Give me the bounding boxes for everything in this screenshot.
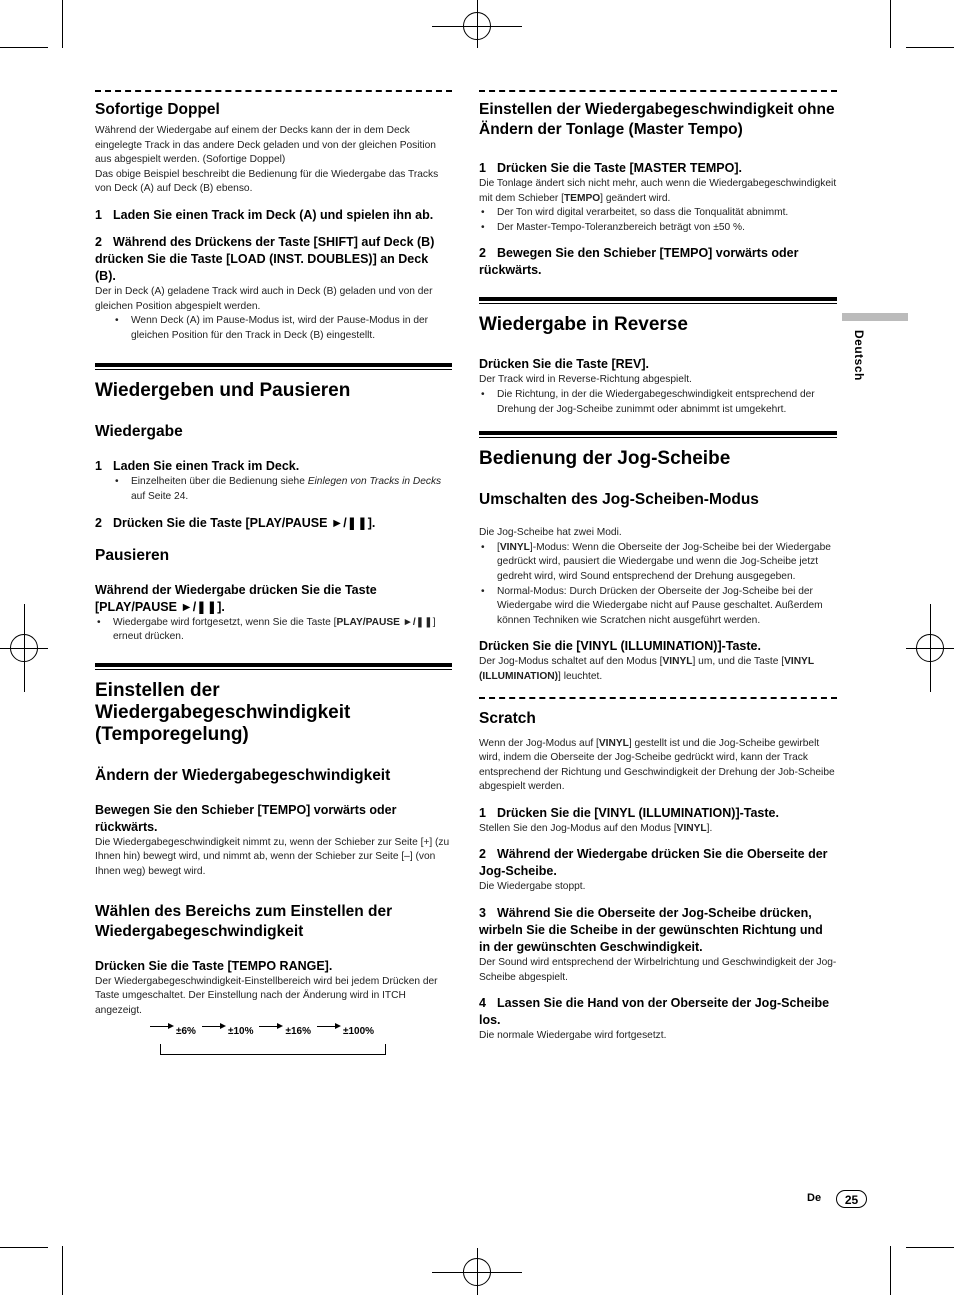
section-bar <box>95 663 452 670</box>
step-text: Drücken Sie die Taste [MASTER TEMPO]. <box>497 161 742 175</box>
section-title: Umschalten des Jog-Scheiben-Modus <box>479 491 759 509</box>
section-title: Wiedergabe <box>95 423 183 441</box>
step-number: 1 <box>479 161 486 175</box>
section-bar <box>479 431 837 438</box>
step: Während der Wiedergabe drücken Sie die Taste [PLAY/PAUSE ►/❚❚]. <box>95 582 377 614</box>
step-number: 1 <box>95 207 102 222</box>
section-title: Sofortige Doppel <box>95 101 220 118</box>
step <box>479 160 837 177</box>
section-bar <box>95 363 452 370</box>
step-number: 4 <box>479 996 486 1011</box>
body-text: Die Wiedergabegeschwindigkeit nimmt zu, wenn der Schieber zur Seite [+] (zu Ihnen hin) bewegt wird, und nimmt ab, wenn der Schieber zur Seite [–] (von Ihnen weg) bewegt wird. <box>95 836 450 877</box>
key-label: VINYL <box>662 656 693 668</box>
key-label: PLAY/PAUSE ►/❚❚ <box>336 616 433 628</box>
bullet-item: • Die Richtung, in der die Wiedergabegeschwindigkeit entsprechend der Drehung der Jog-Scheibe zunimmt oder abnimmt ist umgekehrt. <box>479 388 837 417</box>
key-label: TEMPO <box>563 192 601 204</box>
step <box>95 458 452 475</box>
bullet-list <box>95 314 452 343</box>
bullet-item: • Normal-Modus: Durch Drücken der Oberseite der Jog-Scheibe bei der Wiedergabe wird die Wiedergabe nicht auf Pause geschaltet. Außerdem können Techniken wie Scratchen nicht ausgeführt werden. <box>479 585 837 629</box>
left-column <box>95 90 452 1052</box>
step-number: 2 <box>95 234 102 249</box>
step-text: Während der Wiedergabe drücken Sie die Oberseite der Jog-Scheibe. <box>479 847 828 879</box>
bullet-item: • Der Master-Tempo-Toleranzbereich beträgt von ±50 %. <box>479 221 837 236</box>
range-value: ±10% <box>227 1026 254 1038</box>
registration-line <box>930 604 931 692</box>
key-label: VINYL <box>499 541 530 553</box>
page-number: 25 <box>836 1190 867 1208</box>
step-text: Laden Sie einen Track im Deck (A) und spielen ihn ab. <box>113 207 434 222</box>
step-text: Bewegen Sie den Schieber [TEMPO] vorwärts oder rückwärts. <box>479 246 799 278</box>
arrow-icon <box>202 1026 224 1027</box>
body-text: Der Sound wird entsprechend der Wirbelrichtung und Geschwindigkeit der Jog-Scheibe abgespielt. <box>479 957 837 983</box>
step-text: Laden Sie einen Track im Deck. <box>113 459 300 474</box>
registration-line <box>477 0 478 48</box>
step-text: Lassen Sie die Hand von der Oberseite der Jog-Scheibe los. <box>479 996 830 1028</box>
section-title: Pausieren <box>95 546 170 564</box>
step-number: 2 <box>95 515 102 530</box>
step-text: Drücken Sie die [VINYL (ILLUMINATION)]-Taste. <box>497 805 779 820</box>
arrow-icon <box>317 1026 339 1027</box>
body-text <box>479 177 837 206</box>
registration-line <box>477 1248 478 1295</box>
range-value: ±100% <box>342 1026 375 1038</box>
bullet-list <box>479 206 837 235</box>
step <box>479 245 837 279</box>
bullet-item <box>95 616 452 645</box>
body-text: Während der Wiedergabe auf einem der Decks kann der in dem Deck eingelegte Track in das andere Deck geladen und von der gleichen Position aus abgespielt werden. (Sofortige Doppel) <box>95 125 436 166</box>
bullet-list <box>479 388 837 417</box>
key-label: VINYL <box>676 822 707 834</box>
step <box>95 207 452 224</box>
step: Bewegen Sie den Schieber [TEMPO] vorwärts oder rückwärts. <box>95 802 397 834</box>
section-bar <box>479 297 837 304</box>
step-text: Während des Drückens der Taste [SHIFT] auf Deck (B) drücken Sie die Taste [LOAD (INST. DOUBLES)] an Deck (B). <box>95 234 435 283</box>
main-heading: Einstellen der Wiedergabegeschwindigkeit (Temporegelung) <box>95 679 351 745</box>
bullet-list <box>95 616 452 645</box>
text: Stellen Sie den Jog-Modus auf den Modus [ <box>479 822 677 834</box>
crop-mark <box>906 47 954 48</box>
body-text: Der Wiedergabegeschwindigkeit-Einstellbereich wird bei jedem Drücken der Taste umgeschaltet. Der Einstellung nach der Änderung wird in ITCH angezeigt. <box>95 975 438 1016</box>
text: [ <box>497 541 500 553</box>
bullet-text: Einzelheiten über die Bedienung siehe <box>131 476 308 488</box>
bullet-text: Wiedergabe wird fortgesetzt, wenn Sie die Taste [ <box>113 616 337 628</box>
body-text: Der in Deck (A) geladene Track wird auch in Deck (B) geladen und von der gleichen Position abgespielt werden. <box>95 285 433 312</box>
bullet-text: auf Seite 24. <box>131 490 189 502</box>
step <box>479 905 837 956</box>
cross-reference[interactable]: Einlegen von Tracks in Decks <box>307 476 442 488</box>
dotted-divider <box>479 697 837 699</box>
text: ] gestellt ist und die Jog-Scheibe gewirbelt wird, indem die Oberseite der Jog-Scheibe gedrückt wird, kann der Track entsprechend der Richtung und Geschwindigkeit der Drehung der Job-Scheibe abgespielt werden. <box>479 737 835 793</box>
section-title: Scratch <box>479 709 536 727</box>
section-title: Einstellen der Wiedergabegeschwindigkeit ohne Ändern der Tonlage (Master Tempo) <box>479 101 835 138</box>
crop-mark <box>62 0 63 48</box>
text: ]-Modus: Wenn die Oberseite der Jog-Scheibe bei der Wiedergabe gedrückt wird, pausiert die Wiedergabe und wenn die Jog-Scheibe jetzt gedreht wird, wird Sound entsprechend der Drehung ausgegeben. <box>497 541 831 582</box>
crop-mark <box>0 1247 48 1248</box>
step-number: 2 <box>479 847 486 862</box>
range-value: ±16% <box>285 1026 311 1038</box>
body-text: Die Wiedergabe stoppt. <box>479 881 586 893</box>
bullet-item <box>479 541 837 585</box>
step: Drücken Sie die Taste [REV]. <box>479 357 649 372</box>
key-label: VINYL <box>598 737 629 749</box>
text: ] leuchtet. <box>558 670 603 682</box>
language-tab <box>842 313 908 321</box>
step-number: 3 <box>479 906 486 921</box>
footer-language: De <box>807 1192 822 1204</box>
step-text: Während Sie die Oberseite der Jog-Scheibe drücken, wirbeln Sie die Scheibe in der gewünschten Richtung und in der gewünschten Geschwindigkeit. <box>479 906 823 955</box>
main-heading: Bedienung der Jog-Scheibe <box>479 448 731 470</box>
body-text: Die Jog-Scheibe hat zwei Modi. <box>479 527 622 539</box>
text: Die Tonlage ändert sich nicht mehr, auch wenn die Wiedergabegeschwindigkeit mit dem Schieber [ <box>479 178 837 204</box>
bullet-item: • Wenn Deck (A) im Pause-Modus ist, wird der Pause-Modus in der gleichen Position für den Track in Deck (B) eingestellt. <box>95 314 452 343</box>
body-text: Die normale Wiedergabe wird fortgesetzt. <box>479 1030 667 1042</box>
crop-mark <box>906 1247 954 1248</box>
dotted-divider <box>479 90 837 92</box>
tempo-range-diagram <box>160 1026 386 1052</box>
step <box>95 515 452 532</box>
body-text: Der Track wird in Reverse-Richtung abgespielt. <box>479 374 692 386</box>
body-text: Das obige Beispiel beschreibt die Bedienung für die Wiedergabe das Tracks von Deck (A) auf Deck (B) ebenso. <box>95 168 439 195</box>
main-heading: Wiedergabe in Reverse <box>479 314 688 336</box>
key-label: VINYL (ILLUMINATION) <box>479 656 814 682</box>
text: Wenn der Jog-Modus auf [ <box>479 737 599 749</box>
language-label: Deutsch <box>852 330 866 381</box>
step-number: 2 <box>479 246 486 261</box>
step: Drücken Sie die Taste [TEMPO RANGE]. <box>95 958 333 973</box>
body-text <box>479 655 837 684</box>
range-value: ±6% <box>176 1026 196 1038</box>
step-text: Drücken Sie die Taste [PLAY/PAUSE ►/❚❚]. <box>113 515 376 530</box>
crop-mark <box>890 0 891 48</box>
arrow-icon <box>259 1026 281 1027</box>
step <box>479 995 837 1029</box>
main-heading: Wiedergeben und Pausieren <box>95 380 351 402</box>
step-number: 1 <box>479 805 486 820</box>
text: ] geändert wird. <box>600 192 671 204</box>
body-text <box>479 822 837 837</box>
bullet-text: ] erneut drücken. <box>113 616 436 643</box>
section-title: Ändern der Wiedergabegeschwindigkeit <box>95 766 391 784</box>
bullet-item: • Der Ton wird digital verarbeitet, so dass die Tonqualität abnimmt. <box>479 206 837 221</box>
registration-line <box>24 604 25 692</box>
bullet-list <box>95 475 452 504</box>
step <box>479 805 837 822</box>
arrow-icon <box>150 1026 172 1027</box>
bullet-item <box>95 475 452 504</box>
crop-mark <box>890 1246 891 1295</box>
cycle-line <box>160 1044 386 1055</box>
step-number: 1 <box>95 459 102 474</box>
dotted-divider <box>95 90 452 92</box>
step <box>95 234 452 285</box>
text: Der Jog-Modus schaltet auf den Modus [ <box>479 656 663 668</box>
step <box>479 846 837 880</box>
crop-mark <box>62 1246 63 1295</box>
step: Drücken Sie die [VINYL (ILLUMINATION)]-Taste. <box>479 639 761 654</box>
text: ]. <box>706 822 713 834</box>
section-title: Wählen des Bereichs zum Einstellen der Wiedergabegeschwindigkeit <box>95 902 393 940</box>
right-column <box>479 90 837 1044</box>
text: ] um, und die Taste [ <box>692 656 785 668</box>
bullet-list <box>479 541 837 629</box>
crop-mark <box>0 47 48 48</box>
body-text <box>479 737 837 795</box>
